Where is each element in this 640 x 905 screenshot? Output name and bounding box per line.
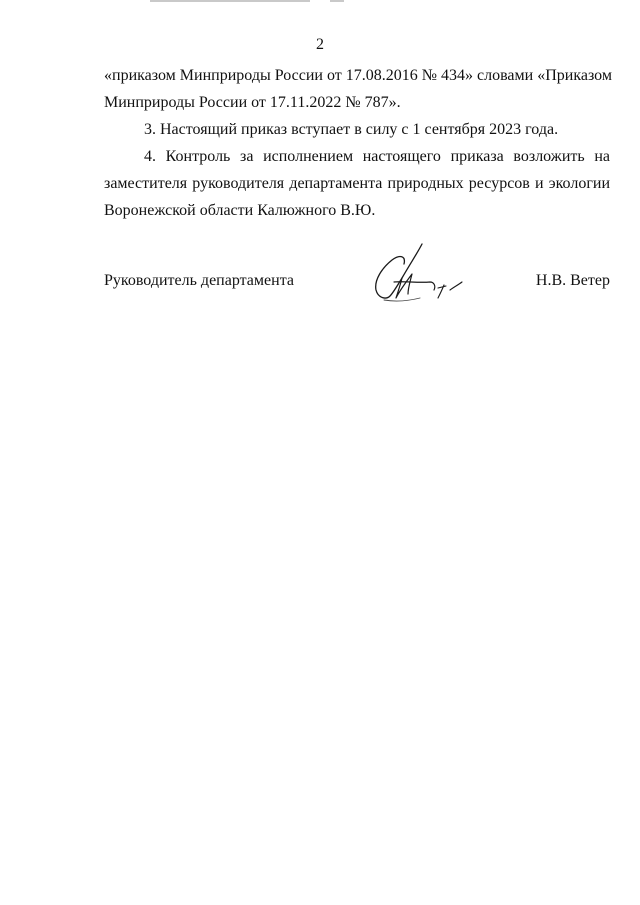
- page-number: 2: [316, 36, 324, 53]
- handwritten-signature: [366, 238, 466, 304]
- paragraph-line: Минприроды России от 17.11.2022 № 787».: [104, 94, 401, 111]
- paragraph-effective-date: [104, 116, 610, 143]
- paragraph-line: заместителя руководителя департамента природных ресурсов и экологии: [104, 175, 610, 192]
- signatory-name: Н.В. Ветер: [535, 272, 610, 289]
- scan-edge-mark: [330, 0, 344, 2]
- paragraph-amendment: [104, 62, 610, 116]
- paragraph-line: «приказом Минприроды России от 17.08.2016 № 434» словами «Приказом: [104, 67, 612, 84]
- signature-row: [104, 272, 610, 300]
- paragraph-control: [104, 143, 610, 224]
- scan-edge-mark: [150, 0, 310, 2]
- paragraph-line: 3. Настоящий приказ вступает в силу с 1 сентября 2023 года.: [144, 121, 559, 138]
- paragraph-line: 4. Контроль за исполнением настоящего приказа возложить на: [144, 148, 610, 165]
- signatory-title: Руководитель департамента: [104, 272, 294, 289]
- paragraph-line: Воронежской области Калюжного В.Ю.: [104, 202, 376, 219]
